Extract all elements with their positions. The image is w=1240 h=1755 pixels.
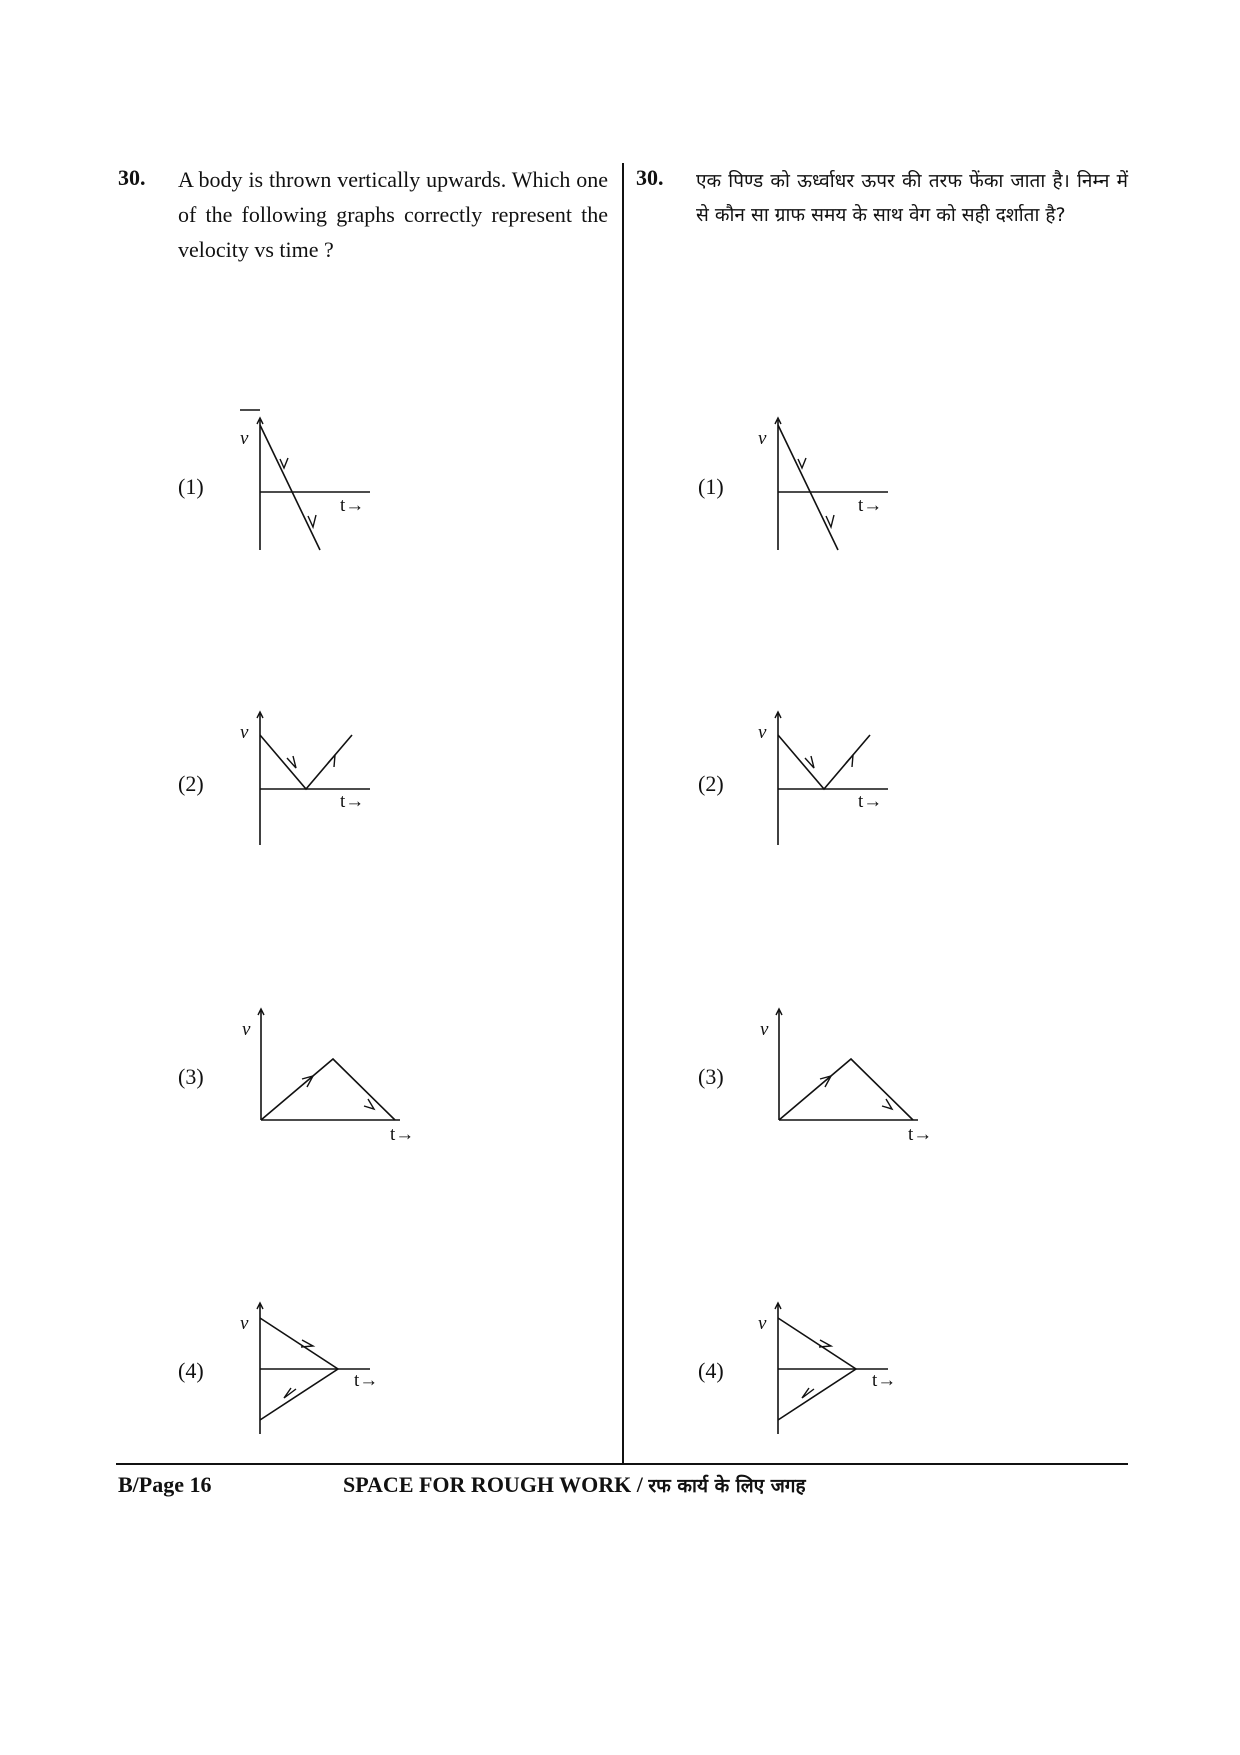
direction-arrow: [280, 458, 288, 468]
direction-arrow: [805, 756, 814, 768]
option-4-graph-hi: [758, 1294, 918, 1444]
direction-arrow: [882, 1099, 892, 1109]
rough-work-title-en: SPACE FOR ROUGH WORK: [343, 1472, 632, 1497]
t-axis-label: t→: [354, 1370, 379, 1391]
column-divider: [622, 163, 624, 1463]
direction-arrow: [798, 458, 806, 468]
v-axis-label: v: [758, 1313, 767, 1334]
t-axis-label: t→: [872, 1370, 897, 1391]
rough-work-title-hi: रफ कार्य के लिए जगह: [648, 1475, 806, 1497]
v-axis-label: v: [758, 428, 767, 449]
direction-arrow: [284, 1388, 296, 1398]
option-2-graph-hi: [758, 705, 918, 845]
option-label: (4): [698, 1358, 724, 1383]
direction-arrow: [328, 755, 335, 767]
direction-arrow: [287, 756, 296, 768]
t-axis-label: t→: [340, 791, 365, 812]
title-separator: /: [631, 1472, 649, 1497]
v-axis-label: v: [240, 1313, 249, 1334]
option-1-graph-hi: [758, 410, 918, 550]
option-3-graph: [240, 1000, 430, 1150]
velocity-line: [778, 735, 870, 789]
direction-arrow: [826, 515, 834, 527]
option-3-graph-hi: [758, 1000, 948, 1150]
question-number-hi: 30.: [636, 165, 664, 190]
v-axis-label: v: [758, 722, 767, 743]
option-label: (2): [698, 771, 724, 796]
option-label: (3): [178, 1064, 204, 1089]
velocity-line: [778, 425, 838, 550]
velocity-line: [260, 735, 352, 789]
v-axis-label: v: [240, 428, 249, 449]
velocity-line: [260, 425, 320, 550]
direction-arrow: [846, 755, 853, 767]
velocity-line: [779, 1059, 913, 1120]
option-label: (1): [178, 474, 204, 499]
question-number: 30.: [118, 165, 146, 190]
option-label: (1): [698, 474, 724, 499]
option-4-graph: [240, 1294, 400, 1444]
direction-arrow: [308, 515, 316, 527]
t-axis-label: t→: [858, 791, 883, 812]
option-1-graph: [240, 410, 400, 550]
v-axis-label: v: [760, 1019, 769, 1040]
rough-work-title: [343, 1472, 806, 1498]
t-axis-label: t→: [858, 495, 883, 516]
velocity-line: [261, 1059, 395, 1120]
t-axis-label: t→: [908, 1124, 933, 1145]
footer-rule: [116, 1463, 1128, 1465]
option-label: (3): [698, 1064, 724, 1089]
v-axis-label: v: [242, 1019, 251, 1040]
direction-arrow: [802, 1388, 814, 1398]
option-label: (2): [178, 771, 204, 796]
t-axis-label: t→: [340, 495, 365, 516]
question-text: A body is thrown vertically upwards. Which one of the following graphs correctly represent the velocity vs time ?: [178, 167, 608, 262]
question-text-hi: एक पिण्ड को ऊर्ध्वाधर ऊपर की तरफ फेंका जाता है। निम्न में से कौन सा ग्राफ समय के साथ वेग को सही दर्शाता है?: [696, 170, 1128, 226]
t-axis-label: t→: [390, 1124, 415, 1145]
option-label: (4): [178, 1358, 204, 1383]
option-2-graph: [240, 705, 400, 845]
v-axis-label: v: [240, 722, 249, 743]
page-number: B/Page 16: [118, 1472, 212, 1497]
direction-arrow: [364, 1099, 374, 1109]
